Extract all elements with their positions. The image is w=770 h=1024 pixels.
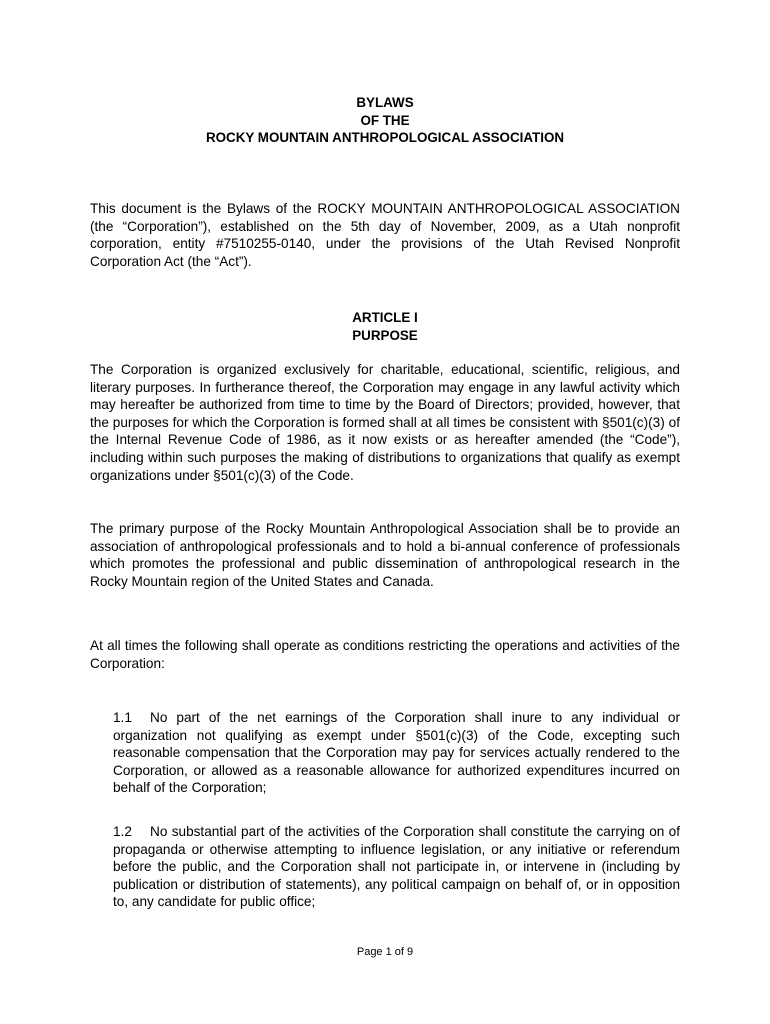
purpose-paragraph-3: At all times the following shall operate as conditions restricting the operations and activities of the Corporation: [90, 638, 680, 671]
intro-paragraph: This document is the Bylaws of the ROCKY MOUNTAIN ANTHROPOLOGICAL ASSOCIATION (the “Corporation”), established on the 5th day of November, 2009, as a Utah nonprofit corporation, entity #7510255-0140, under the provisions of the Utah Revised Nonprofit Corporation Act (the “Act”). [90, 201, 680, 269]
page-number-footer: Page 1 of 9 [356, 946, 414, 958]
condition-text: No substantial part of the activities of the Corporation shall constitute the carrying on of propaganda or otherwise attempting to influence legislation, or any initiative or referendum before the public, and the Corporation shall not participate in, or intervene in (including by publication or distribution of statements), any political campaign on behalf of, or in opposition to, any candidate for public office; [113, 824, 680, 910]
title-line-bylaws: BYLAWS [356, 95, 414, 110]
condition-number: 1.1 [113, 710, 132, 725]
title-line-of-the: OF THE [360, 112, 410, 128]
article-heading [0, 309, 770, 345]
document-title [0, 94, 770, 147]
article-number: ARTICLE I [352, 310, 418, 325]
article-title: PURPOSE [352, 328, 418, 343]
title-line-organization: ROCKY MOUNTAIN ANTHROPOLOGICAL ASSOCIATION [205, 130, 565, 145]
condition-text: No part of the net earnings of the Corporation shall inure to any individual or organization not qualifying as exempt under §501(c)(3) of the Code, excepting such reasonable compensation that the Corporation may pay for services actually rendered to the Corporation, or allowed as a reasonable allowance for authorized expenditures incurred on behalf of the Corporation; [113, 710, 680, 796]
purpose-paragraph-1: The Corporation is organized exclusively for charitable, educational, scientific, religious, and literary purposes. In furtherance thereof, the Corporation may engage in any lawful activity which may hereafter be authorized from time to time by the Board of Directors; provided, however, that the purposes for which the Corporation is formed shall at all times be consistent with §501(c)(3) of the Internal Revenue Code of 1986, as it now exists or as hereafter amended (the “Code”), including within such purposes the making of distributions to organizations that qualify as exempt organizations under §501(c)(3) of the Code. [90, 362, 680, 483]
condition-item-1-1 [113, 709, 680, 797]
condition-number: 1.2 [113, 824, 132, 839]
purpose-paragraph-2: The primary purpose of the Rocky Mountain Anthropological Association shall be to provide an association of anthropological professionals and to hold a bi-annual conference of professionals which promotes the professional and public dissemination of anthropological research in the Rocky Mountain region of the United States and Canada. [90, 521, 680, 589]
condition-item-1-2 [113, 823, 680, 911]
